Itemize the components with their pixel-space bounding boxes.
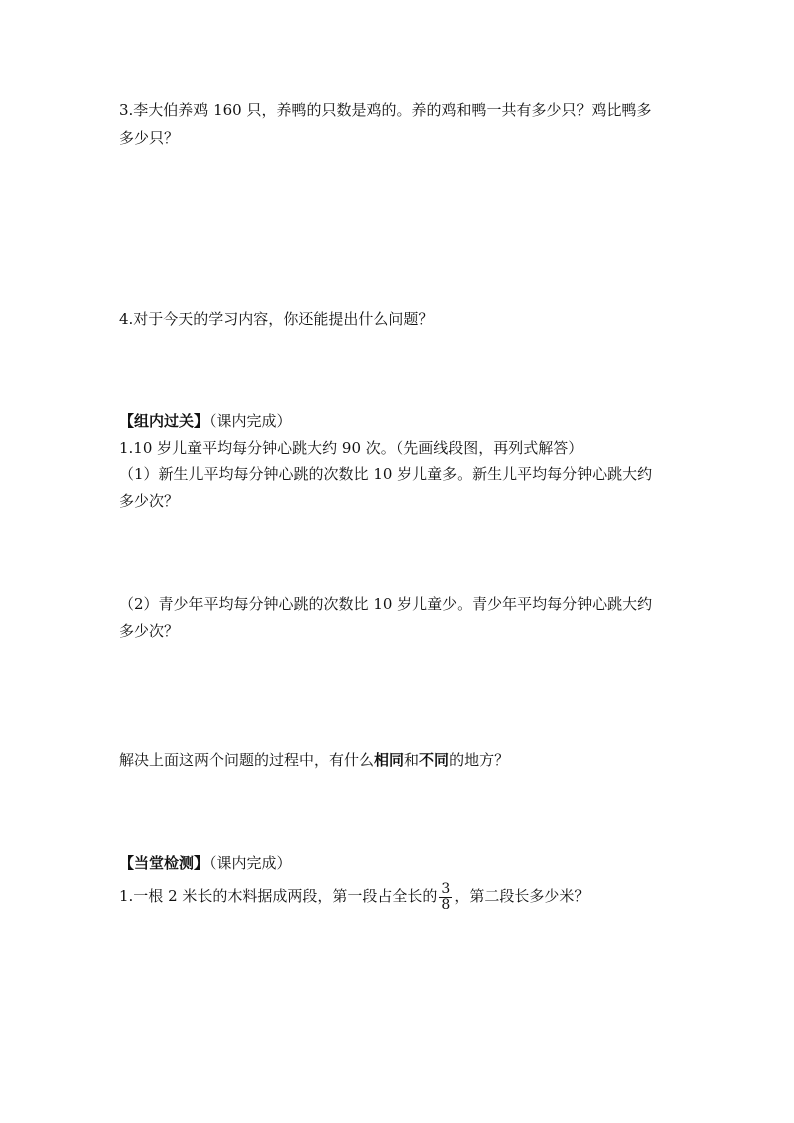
question-4: 4.对于今天的学习内容，你还能提出什么问题？ — [119, 310, 434, 328]
group-sub-question-2-line-1: （2）青少年平均每分钟心跳的次数比 10 岁儿童少。青少年平均每分钟心跳大约 — [119, 595, 653, 613]
group-sub-question-1-line-1: （1）新生儿平均每分钟心跳的次数比 10 岁儿童多。新生儿平均每分钟心跳大约 — [119, 465, 653, 483]
group-sub-question-2-line-2: 多少次？ — [119, 622, 180, 640]
fraction-three-eighths — [439, 882, 452, 913]
reflection-text-a: 解决上面这两个问题的过程中，有什么 — [119, 751, 375, 769]
group-section-note: （课内完成） — [209, 412, 292, 430]
test-question-1 — [119, 878, 589, 914]
reflection-question — [119, 750, 509, 770]
question-3-line-1: 3.李大伯养鸡 160 只，养鸭的只数是鸡的。养的鸡和鸭一共有多少只？鸡比鸭多 — [119, 101, 652, 119]
reflection-text-e: 的地方？ — [449, 751, 510, 769]
fraction-denominator: 8 — [441, 896, 451, 913]
test-question-1-text: 1.一根 2 米长的木料据成两段，第一段占全长的 — [119, 887, 438, 905]
reflection-same: 相同 — [374, 751, 405, 769]
group-section-heading — [119, 411, 292, 431]
group-sub-question-1-line-2: 多少次？ — [119, 492, 180, 510]
question-3-line-2: 多少只？ — [119, 129, 180, 147]
reflection-different: 不同 — [419, 751, 450, 769]
fraction-numerator: 3 — [441, 880, 451, 897]
test-section-note: （课内完成） — [209, 854, 292, 872]
test-section-title: 【当堂检测】 — [119, 854, 210, 872]
test-question-1-text-end: ，第二段长多少米？ — [454, 887, 590, 905]
group-question-1: 1.10 岁儿童平均每分钟心跳大约 90 次。（先画线段图，再列式解答） — [119, 439, 584, 457]
reflection-text-c: 和 — [404, 751, 420, 769]
test-section-heading — [119, 853, 292, 873]
group-section-title: 【组内过关】 — [119, 412, 210, 430]
